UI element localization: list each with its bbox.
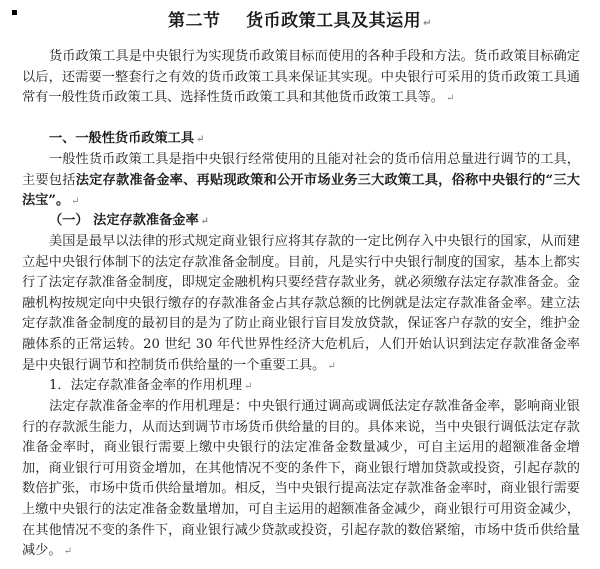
heading-mechanism-text: 1．法定存款准备金率的作用机理 [49,378,243,393]
heading-reserve-ratio [49,211,209,233]
general-tools-bold-text: 法定存款准备金率、再贴现政策和公开市场业务三大政策工具，俗称中央银行的“三大法宝”。 [22,172,580,209]
intro-paragraph-text: 货币政策工具是中央银行为实现货币政策目标而使用的各种手段和方法。货币政策目标确定以后，还需要一整套行之有效的货币政策工具来保证其实现。中央银行可采用的货币政策工具通常有一般性货币政策工具、选择性货币政策工具和其他货币政策工具等。 [22,49,580,106]
heading-general-tools [49,129,204,151]
paragraph-mark-icon: ↵ [200,216,210,227]
reserve-ratio-text: 美国是最早以法律的形式规定商业银行应将其存款的一定比例存入中央银行的国家，从而建立起中央银行体制下的法定存款准备金制度。目前，凡是实行中央银行制度的国家，基本上都实行了法定存款准备金制度，即规定金融机构只要经营存款业务，就必须缴存法定存款准备金。金融机构按规定向中央银行缴存的存款准备金占其存款总额的比例就是法定存款准备金率。建立法定存款准备金制度的最初目的是为了防止商业银行盲目发放贷款，保证客户存款的安全，维护金融体系的正常运转。20 世纪 30 年代世界性经济大危机后，人们开始认识到法定存款准备金率是中央银行调节和控制货币供给量的一个重要工具。 [22,234,580,373]
section-title [0,9,600,36]
paragraph-mark-icon: ↵ [244,381,253,392]
paragraph-mark-icon: ↵ [63,546,72,558]
mechanism-paragraph [22,397,580,563]
heading-general-tools-text: 一、一般性货币政策工具 [49,131,195,146]
paragraph-mark-icon: ↵ [327,360,336,372]
reserve-ratio-paragraph [22,232,580,377]
paragraph-mark-icon: ↵ [446,93,455,105]
general-tools-text: 一般性货币政策工具是指中央银行经常使用的且能对社会的货币信用总量进行调节的工具，主要包括 [22,152,580,188]
paragraph-mark-icon: ↵ [196,134,205,145]
paragraph-mark-icon: ↵ [423,18,433,29]
heading-mechanism [49,376,252,398]
heading-reserve-ratio-text: （一） 法定存款准备金率 [49,213,199,228]
intro-paragraph [22,47,580,110]
general-tools-paragraph [22,150,580,213]
section-title-text: 第二节 货币政策工具及其运用 [167,11,422,31]
paragraph-mark-icon: ↵ [71,196,80,208]
mechanism-text: 法定存款准备金率的作用机理是：中央银行通过调高或调低法定存款准备金率，影响商业银行的存款派生能力，从而达到调节市场货币供给量的目的。具体来说，当中央银行调低法定存款准备金率时，商业银行需要上缴中央银行的法定准备金数量减少，可自主运用的超额准备金增加，商业银行可用资金增加，在其他情况不变的条件下，商业银行增加贷款或投资，引起存款的数倍扩张，市场中货币供给量增加。相反，当中央银行提高法定存款准备金率时，商业银行需要上缴中央银行的法定准备金数量增加，可自主运用的超额准备金减少，商业银行可用资金减少，在其他情况不变的条件下，商业银行减少贷款或投资，引起存款的数倍紧缩，市场中货币供给量减少。 [22,399,580,559]
